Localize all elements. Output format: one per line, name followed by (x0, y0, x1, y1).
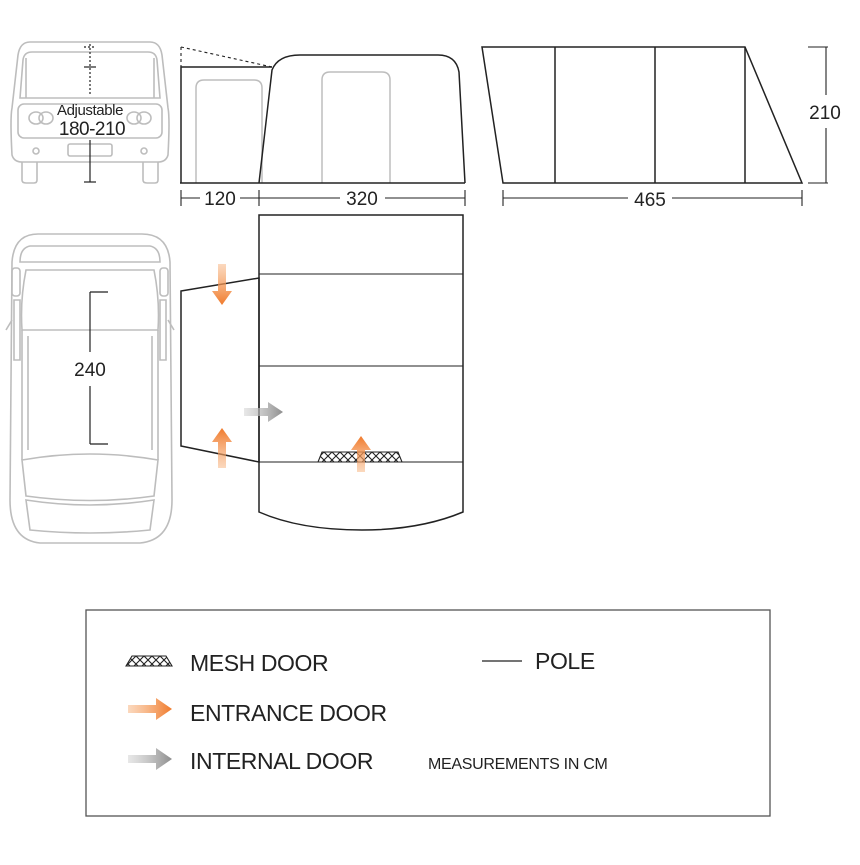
annex-door-outline (196, 80, 262, 183)
main-door-outline (322, 72, 390, 183)
entrance-door-arrow-icon (128, 698, 172, 720)
annex-slope-dashed (181, 47, 272, 67)
legend-box (86, 610, 770, 816)
floor-plan-poles (259, 274, 463, 462)
front-elevation-view (482, 47, 802, 183)
main-floor (259, 215, 463, 530)
internal-door-arrow-icon (128, 748, 172, 770)
mesh-door-icon (126, 656, 172, 666)
side-elevation-view (180, 47, 465, 183)
main-width-label: 320 (346, 189, 378, 210)
length-dimension-lines (503, 47, 828, 206)
internal-door-arrow (244, 402, 283, 422)
annex-width-label: 120 (204, 189, 236, 210)
legend-entrance-door-label: ENTRANCE DOOR (190, 700, 387, 726)
main-tent-outline (259, 55, 465, 183)
depth-label: 240 (74, 360, 106, 381)
legend-mesh-door-label: MESH DOOR (190, 650, 329, 676)
measurements-note: MEASUREMENTS IN CM (428, 756, 608, 773)
height-label: 210 (809, 103, 841, 124)
legend-internal-door-label: INTERNAL DOOR (190, 748, 374, 774)
adjustable-range-label: 180-210 (58, 119, 126, 140)
entrance-door-arrow-top (212, 264, 232, 305)
legend-pole-label: POLE (535, 648, 595, 674)
adjustable-label: Adjustable (56, 102, 124, 119)
entrance-door-arrow-bottom (212, 428, 232, 468)
tent-floor-plan (181, 215, 463, 530)
annex-outline (181, 67, 272, 183)
side-length-label: 465 (634, 190, 666, 211)
